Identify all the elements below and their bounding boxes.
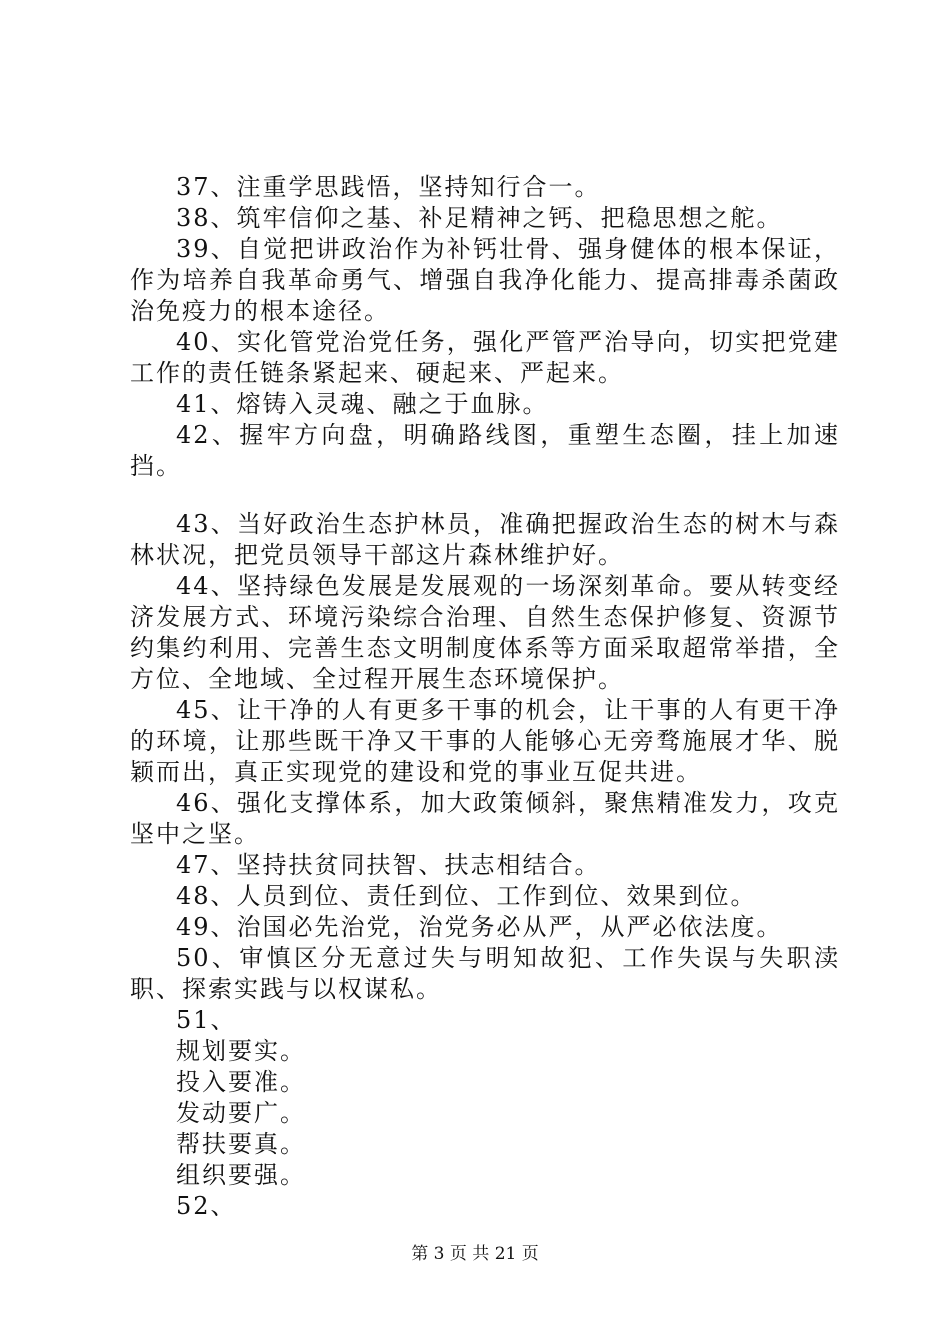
paragraph-39: 39、自觉把讲政治作为补钙壮骨、强身健体的根本保证，作为培养自我革命勇气、增强自我净化能力、提高排毒杀菌政治免疫力的根本途径。 [130, 235, 840, 325]
paragraph-52: 52、 [176, 1192, 237, 1220]
paragraph-37: 37、注重学思践悟，坚持知行合一。 [176, 173, 601, 201]
list-item-mobilization: 发动要广。 [176, 1099, 306, 1127]
document-body [130, 172, 840, 1222]
page-footer: 第 3 页 共 21 页 [411, 1244, 539, 1264]
paragraph-41: 41、熔铸入灵魂、融之于血脉。 [176, 390, 549, 418]
list-item-assistance: 帮扶要真。 [176, 1130, 306, 1158]
paragraph-38: 38、筑牢信仰之基、补足精神之钙、把稳思想之舵。 [176, 204, 783, 232]
paragraph-44: 44、坚持绿色发展是发展观的一场深刻革命。要从转变经济发展方式、环境污染综合治理、自然生态保护修复、资源节约集约利用、完善生态文明制度体系等方面采取超常举措，全方位、全地域、全过程开展生态环境保护。 [130, 572, 840, 693]
paragraph-46: 46、强化支撑体系，加大政策倾斜，聚焦精准发力，攻克坚中之坚。 [130, 789, 840, 848]
paragraph-40: 40、实化管党治党任务，强化严管严治导向，切实把党建工作的责任链条紧起来、硬起来、严起来。 [130, 328, 840, 387]
list-item-organization: 组织要强。 [176, 1161, 306, 1189]
paragraph-50: 50、审慎区分无意过失与明知故犯、工作失误与失职渎职、探索实践与以权谋私。 [130, 944, 840, 1003]
paragraph-51: 51、 [176, 1006, 237, 1034]
paragraph-42: 42、握牢方向盘，明确路线图，重塑生态圈，挂上加速挡。 [130, 421, 840, 480]
paragraph-47: 47、坚持扶贫同扶智、扶志相结合。 [176, 851, 601, 879]
paragraph-48: 48、人员到位、责任到位、工作到位、效果到位。 [176, 882, 757, 910]
list-item-plan: 规划要实。 [176, 1037, 306, 1065]
paragraph-45: 45、让干净的人有更多干事的机会，让干事的人有更干净的环境，让那些既干净又干事的人能够心无旁骛施展才华、脱颖而出，真正实现党的建设和党的事业互促共进。 [130, 696, 840, 786]
paragraph-49: 49、治国必先治党，治党务必从严，从严必依法度。 [176, 913, 783, 941]
paragraph-43: 43、当好政治生态护林员，准确把握政治生态的树木与森林状况，把党员领导干部这片森林维护好。 [130, 510, 840, 569]
list-item-investment: 投入要准。 [176, 1068, 306, 1096]
